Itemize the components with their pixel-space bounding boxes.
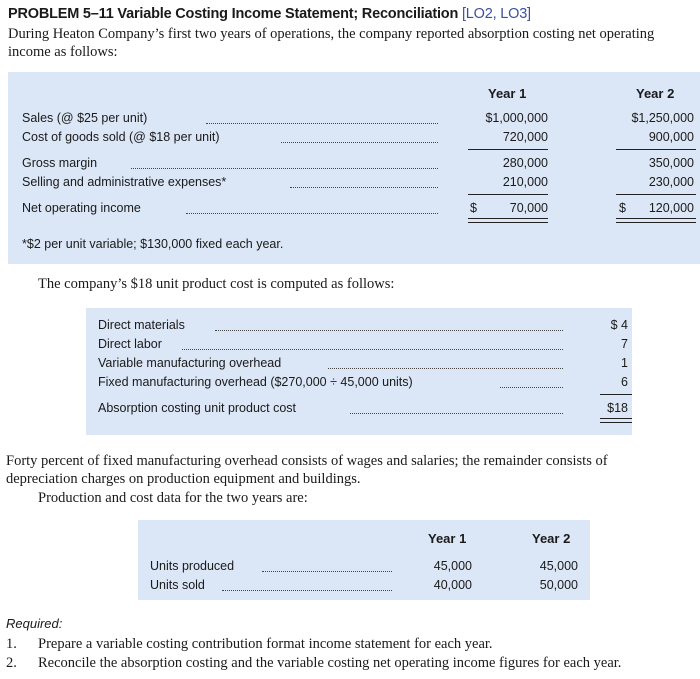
income-row-label: Net operating income: [22, 201, 141, 215]
unit-cost-intro: The company’s $18 unit product cost is computed as follows:: [38, 276, 395, 292]
leader-dots: [215, 330, 563, 331]
unit-cost-row-value: 7: [621, 337, 628, 351]
income-row-label: Sales (@ $25 per unit): [22, 111, 148, 125]
income-row-label: Selling and administrative expenses*: [22, 175, 227, 189]
unit-cost-row-label: Direct labor: [98, 337, 162, 351]
income-row-label: Gross margin: [22, 156, 98, 170]
total-double-rule-y2: [616, 218, 696, 223]
total-double-rule: [600, 418, 632, 423]
required-item-number: 2.: [6, 655, 17, 671]
income-row-y2: 230,000: [648, 175, 694, 189]
leader-dots: [186, 213, 438, 214]
income-year1-header: Year 1: [488, 86, 527, 101]
unit-cost-row-label: Fixed manufacturing overhead ($270,000 ÷ 45,000 units): [98, 375, 413, 389]
subtotal-rule-y1: [468, 194, 548, 195]
subtotal-rule-y1: [468, 149, 548, 150]
income-row-y1: $1,000,000: [485, 111, 548, 125]
subtotal-rule-y2: [616, 194, 696, 195]
fixed-overhead-note-line1: Forty percent of fixed manufacturing overhead consists of wages and salaries; the remainder consists of: [6, 453, 608, 469]
leader-dots: [131, 168, 438, 169]
income-row-y1: 720,000: [502, 130, 548, 144]
subtotal-rule-y2: [616, 149, 696, 150]
production-year2-header: Year 2: [532, 531, 571, 546]
production-row-label: Units produced: [150, 559, 235, 573]
income-row-label: Cost of goods sold (@ $18 per unit): [22, 130, 220, 144]
income-row-y1: 70,000: [509, 201, 548, 215]
unit-cost-row-value: $18: [607, 401, 628, 415]
problem-title-text: PROBLEM 5–11 Variable Costing Income Statement; Reconciliation: [8, 6, 459, 22]
leader-dots: [290, 187, 438, 188]
required-item-text: Reconcile the absorption costing and the variable costing net operating income figures for each year.: [38, 655, 622, 671]
production-row-y2: 45,000: [539, 559, 578, 573]
leader-dots: [350, 413, 563, 414]
required-item-number: 1.: [6, 636, 17, 652]
income-footnote: *$2 per unit variable; $130,000 fixed each year.: [22, 237, 284, 251]
leader-dots: [328, 368, 563, 369]
required-label: Required:: [6, 616, 63, 631]
income-row-y2: 350,000: [648, 156, 694, 170]
unit-cost-row-value: 6: [621, 375, 628, 389]
income-row-y2: 120,000: [648, 201, 694, 215]
income-row-y2: 900,000: [648, 130, 694, 144]
income-row-y1: 280,000: [502, 156, 548, 170]
fixed-overhead-note-line2: depreciation charges on production equipment and buildings.: [6, 471, 361, 487]
total-double-rule-y1: [468, 218, 548, 223]
unit-cost-row-value: 1: [621, 356, 628, 370]
unit-cost-row-label: Direct materials: [98, 318, 185, 332]
income-year2-header: Year 2: [636, 86, 675, 101]
subtotal-rule: [600, 394, 632, 395]
income-row-y2: $1,250,000: [631, 111, 694, 125]
production-data-intro: Production and cost data for the two years are:: [38, 490, 308, 506]
unit-cost-row-value: $ 4: [610, 318, 628, 332]
income-row-y1: 210,000: [502, 175, 548, 189]
production-year1-header: Year 1: [428, 531, 467, 546]
production-row-label: Units sold: [150, 578, 205, 592]
required-item-text: Prepare a variable costing contribution format income statement for each year.: [38, 636, 493, 652]
learning-objective-codes: [LO2, LO3]: [461, 6, 531, 22]
problem-intro: During Heaton Company’s first two years of operations, the company reported absorption costing net operating income as follows:: [8, 26, 655, 60]
income-row-y1-sign: $: [470, 201, 477, 215]
leader-dots: [222, 590, 392, 591]
unit-cost-row-label: Variable manufacturing overhead: [98, 356, 282, 370]
leader-dots: [206, 123, 438, 124]
leader-dots: [262, 571, 392, 572]
leader-dots: [500, 387, 563, 388]
production-row-y1: 40,000: [433, 578, 472, 592]
unit-cost-row-label: Absorption costing unit product cost: [98, 401, 297, 415]
production-row-y2: 50,000: [539, 578, 578, 592]
income-row-y2-sign: $: [619, 201, 626, 215]
leader-dots: [281, 142, 438, 143]
leader-dots: [182, 349, 563, 350]
problem-title: [8, 6, 531, 22]
production-row-y1: 45,000: [433, 559, 472, 573]
